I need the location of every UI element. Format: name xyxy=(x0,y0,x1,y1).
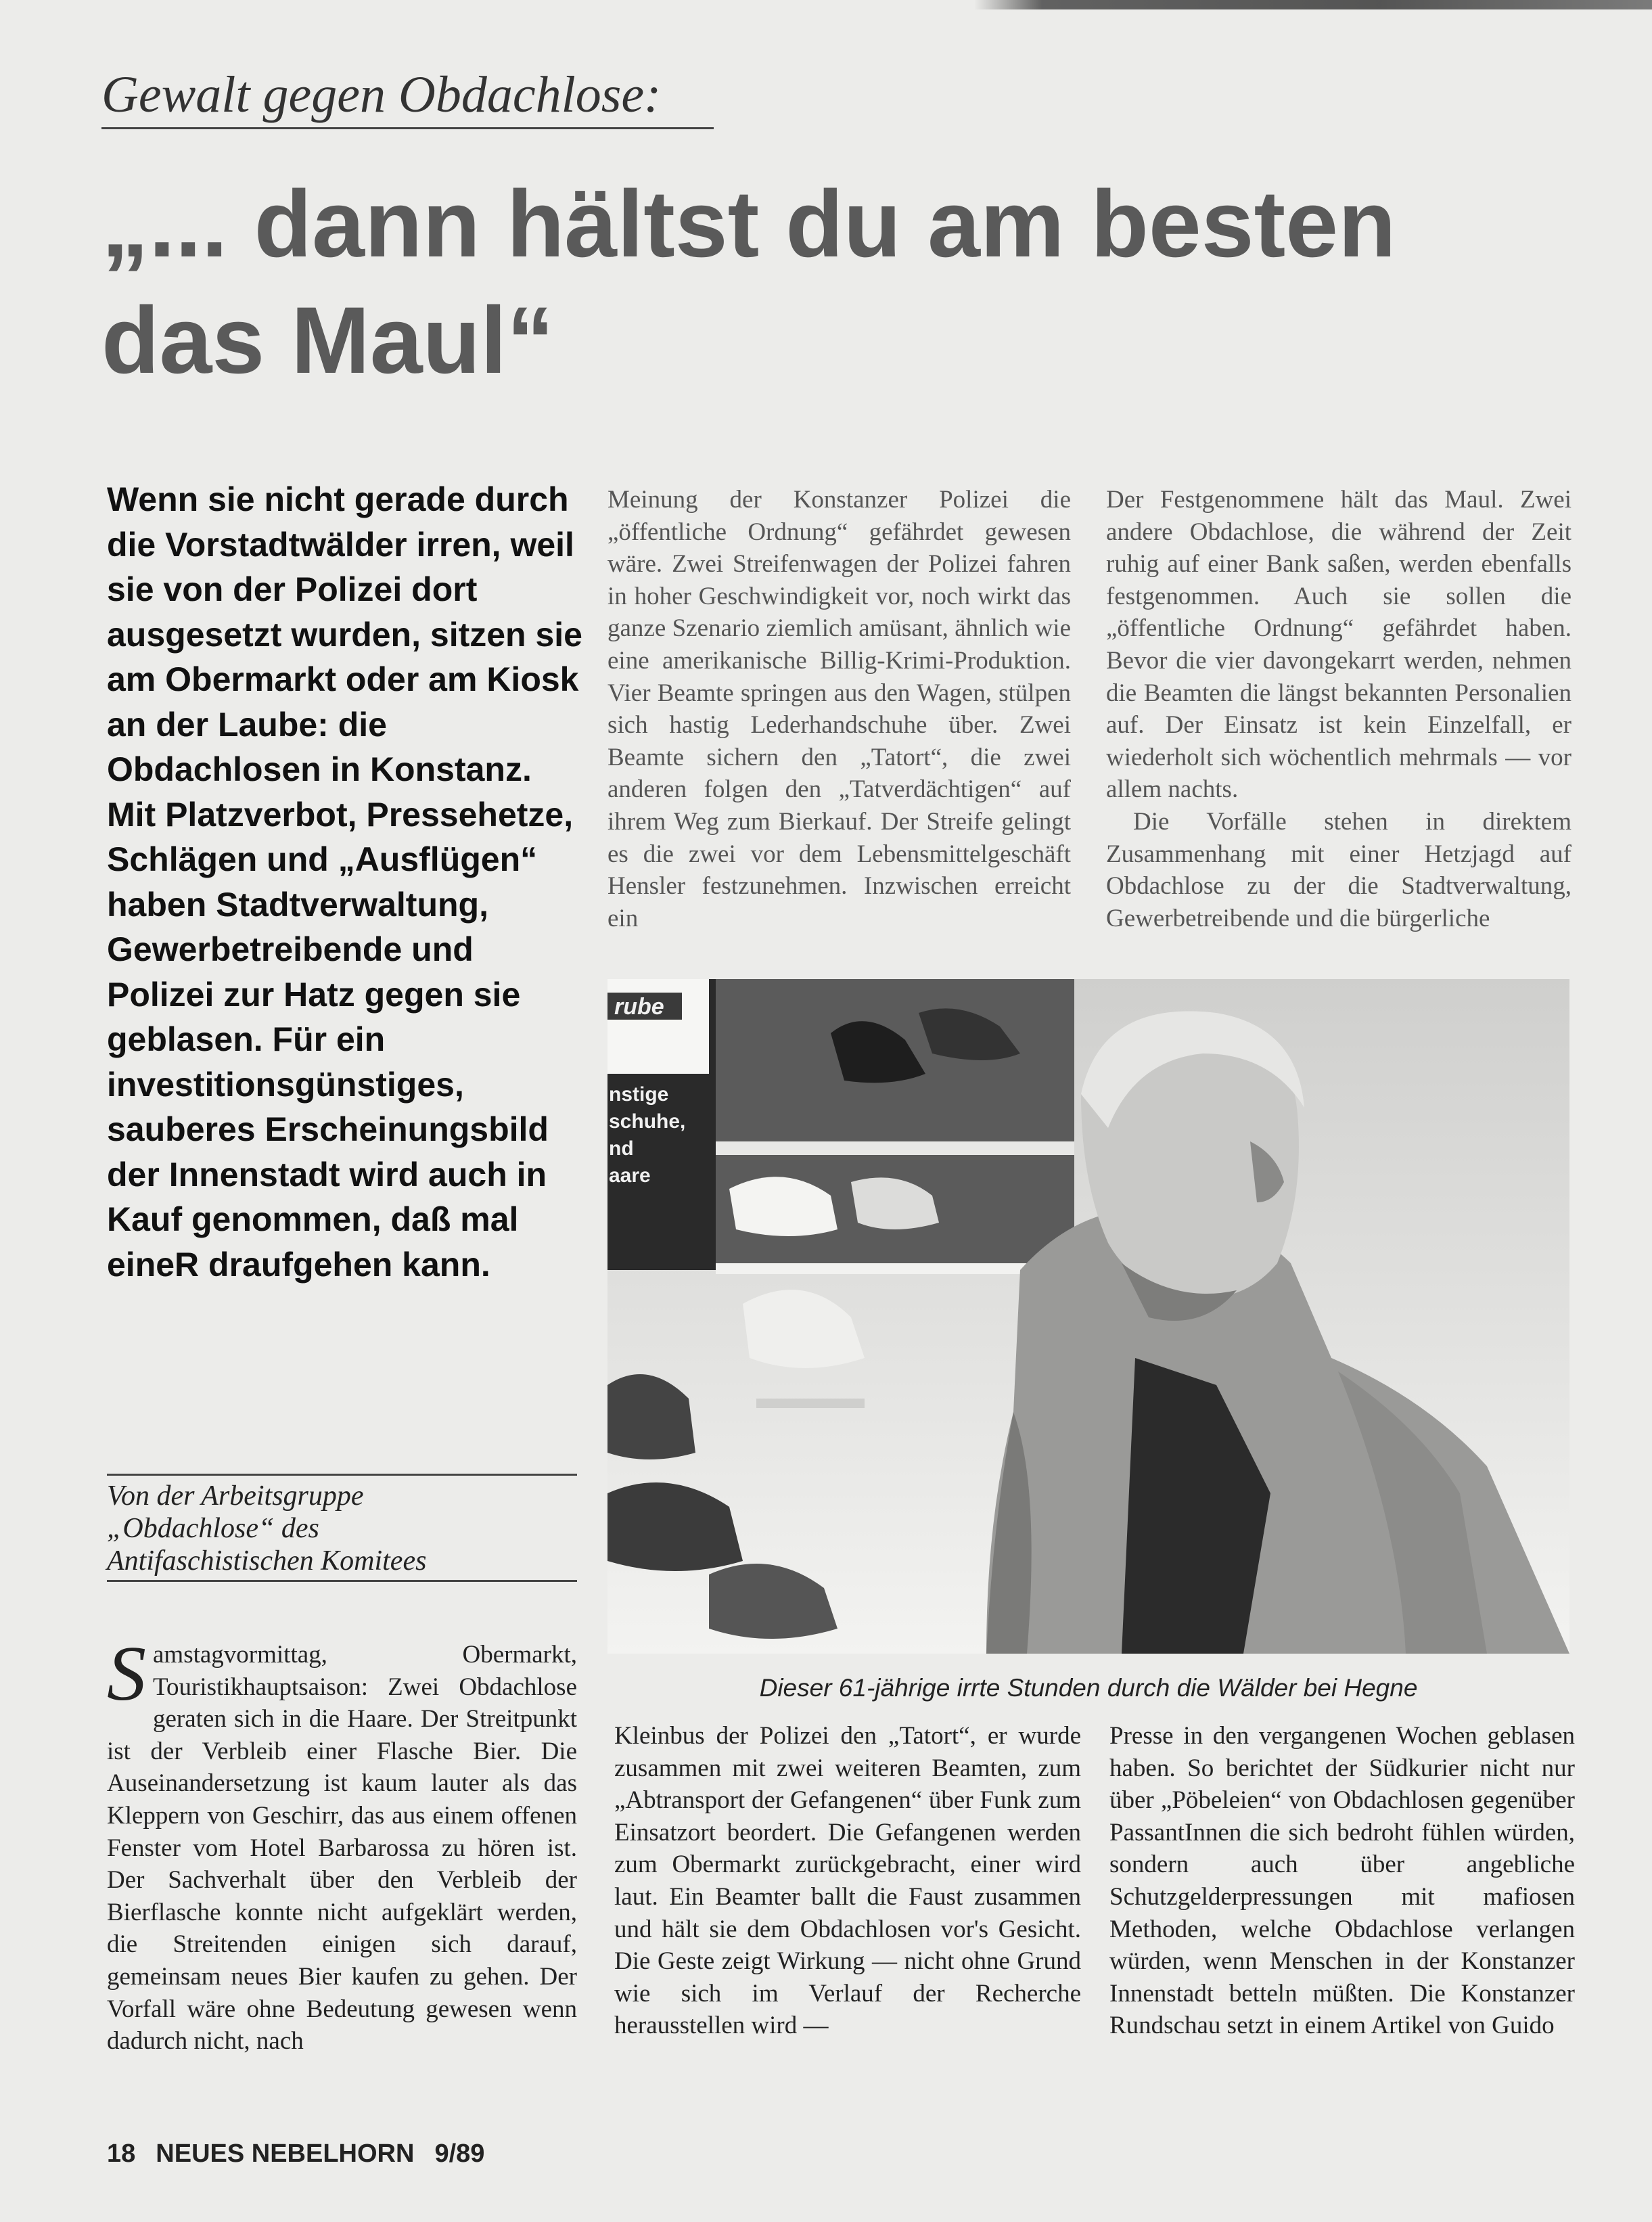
column-2-top xyxy=(607,484,1071,934)
byline-line-1: Von der Arbeitsgruppe xyxy=(107,1480,364,1512)
column-1 xyxy=(107,1631,577,2058)
photo-sign-line-4: aare xyxy=(609,1164,651,1187)
drop-cap: S xyxy=(107,1631,146,1717)
column-1-text: amstagvormittag, Obermarkt, Touristikhauptsaison: Zwei Obdachlose geraten sich in die Haare. Der Streitpunkt ist der Verbleib einer Flasche Bier. Die Auseinandersetzung ist kaum lauter als das Kleppern von Geschirr, das aus einem offenen Fenster vom Hotel Barbarossa zu hören ist. Der Sachverhalt über den Verbleib der Bierflasche konnte nicht aufgeklärt werden, die Streitenden einigen sich darauf, gemeinsam neues Bier kaufen zu gehen. Der Vorfall wäre ohne Bedeutung gewesen wenn dadurch nicht, nach xyxy=(107,1641,577,2056)
photo-sign-line-2: schuhe, xyxy=(609,1110,686,1133)
byline-line-3: Antifaschistischen Komitees xyxy=(107,1545,427,1577)
photo-homeless-man xyxy=(607,979,1569,1654)
headline-line-2: das Maul“ xyxy=(101,287,555,393)
column-2-bottom-text: Kleinbus der Polizei den „Tatort“, er wurde zusammen mit zwei weiteren Beamten, zum „Abtransport der Gefangenen“ über Funk zum Einsatzort beordert. Die Gefangenen werden zum Obermarkt zurückgebracht, einer wird laut. Ein Beamter ballt die Faust zusammen und hält sie dem Obdachlosen vor's Gesicht. Die Geste zeigt Wirkung — nicht ohne Grund wie sich im Verlauf der Recherche herausstellen wird — xyxy=(614,1722,1081,2040)
byline-line-2: „Obdachlose“ des xyxy=(107,1513,319,1544)
byline xyxy=(107,1474,577,1582)
kicker: Gewalt gegen Obdachlose: xyxy=(101,62,714,129)
photo-sign-line-3: nd xyxy=(609,1137,634,1160)
top-edge-bar xyxy=(974,0,1652,9)
photo-sign-top: rube xyxy=(614,994,664,1020)
photo-sign-line-1: nstige xyxy=(609,1083,669,1106)
issue-number: 9/89 xyxy=(434,2139,485,2168)
column-3-bottom xyxy=(1109,1720,1575,2042)
column-2-bottom xyxy=(614,1720,1081,2042)
column-2-top-text: Meinung der Konstanzer Polizei die „öffentliche Ordnung“ gefährdet gewesen wäre. Zwei Streifenwagen der Polizei fahren in hoher Geschwindigkeit vor, noch wirkt das ganze Szenario ziemlich amüsant, ähnlich wie eine amerikanische Billig-Krimi-Produktion. Vier Beamte springen aus den Wagen, stülpen sich hastig Lederhandschuhe über. Zwei Beamte sichern den „Tatort“, die zwei anderen folgen den „Tatverdächtigen“ auf ihrem Weg zum Bierkauf. Der Streife gelingt es die zwei vor dem Lebensmittelgeschäft Hensler festzunehmen. Inzwischen erreicht ein xyxy=(607,486,1071,932)
magazine-name: NEUES NEBELHORN xyxy=(156,2139,415,2168)
page-footer xyxy=(107,2138,505,2169)
headline-line-1: „... dann hältst du am besten xyxy=(101,171,1396,277)
column-3-top-paragraph-1: Der Festgenommene hält das Maul. Zwei andere Obdachlose, die während der Zeit ruhig auf einer Bank saßen, werden ebenfalls festgenommen. Auch sie sollen die „öffentliche Ordnung“ gefährdet haben. Bevor die vier davongekarrt werden, nehmen die Beamten die längst bekannten Personalien auf. Der Einsatz ist kein Einzelfall, er wiederholt sich wöchentlich mehrmals — vor allem nachts. xyxy=(1106,486,1571,804)
headline xyxy=(101,166,1556,399)
page-number: 18 xyxy=(107,2139,136,2168)
photo-caption: Dieser 61-jährige irrte Stunden durch die Wälder bei Hegne xyxy=(759,1674,1418,1702)
column-3-top-paragraph-2: Die Vorfälle stehen in direktem Zusammenhang mit einer Hetzjagd auf Obdachlose zu der die Stadtverwaltung, Gewerbetreibende und die bürgerliche xyxy=(1106,807,1571,932)
column-3-bottom-text: Presse in den vergangenen Wochen geblasen haben. So berichtet der Südkurier nicht nur über „Pöbeleien“ von Obdachlosen gegenüber PassantInnen die sich bedroht fühlen würden, sondern auch über angebliche Schutzgelderpressungen mit mafiosen Methoden, welche Obdachlose verlangen würden, wenn Menschen in der Konstanzer Innenstadt betteln müßten. Die Konstanzer Rundschau setzt in einem Artikel von Guido xyxy=(1109,1722,1575,2040)
column-3-top xyxy=(1106,484,1571,934)
lead-paragraph: Wenn sie nicht gerade durch die Vorstadtwälder irren, weil sie von der Polizei dort ausgesetzt wurden, sitzen sie am Obermarkt oder am Kiosk an der Laube: die Obdachlosen in Konstanz. Mit Platzverbot, Pressehetze, Schlägen und „Ausflügen“ haben Stadtverwaltung, Gewerbetreibende und Polizei zur Hatz gegen sie geblasen. Für ein investitionsgünstiges, sauberes Erscheinungsbild der Innenstadt wird auch in Kauf genommen, daß mal eineR draufgehen kann. xyxy=(107,480,582,1284)
